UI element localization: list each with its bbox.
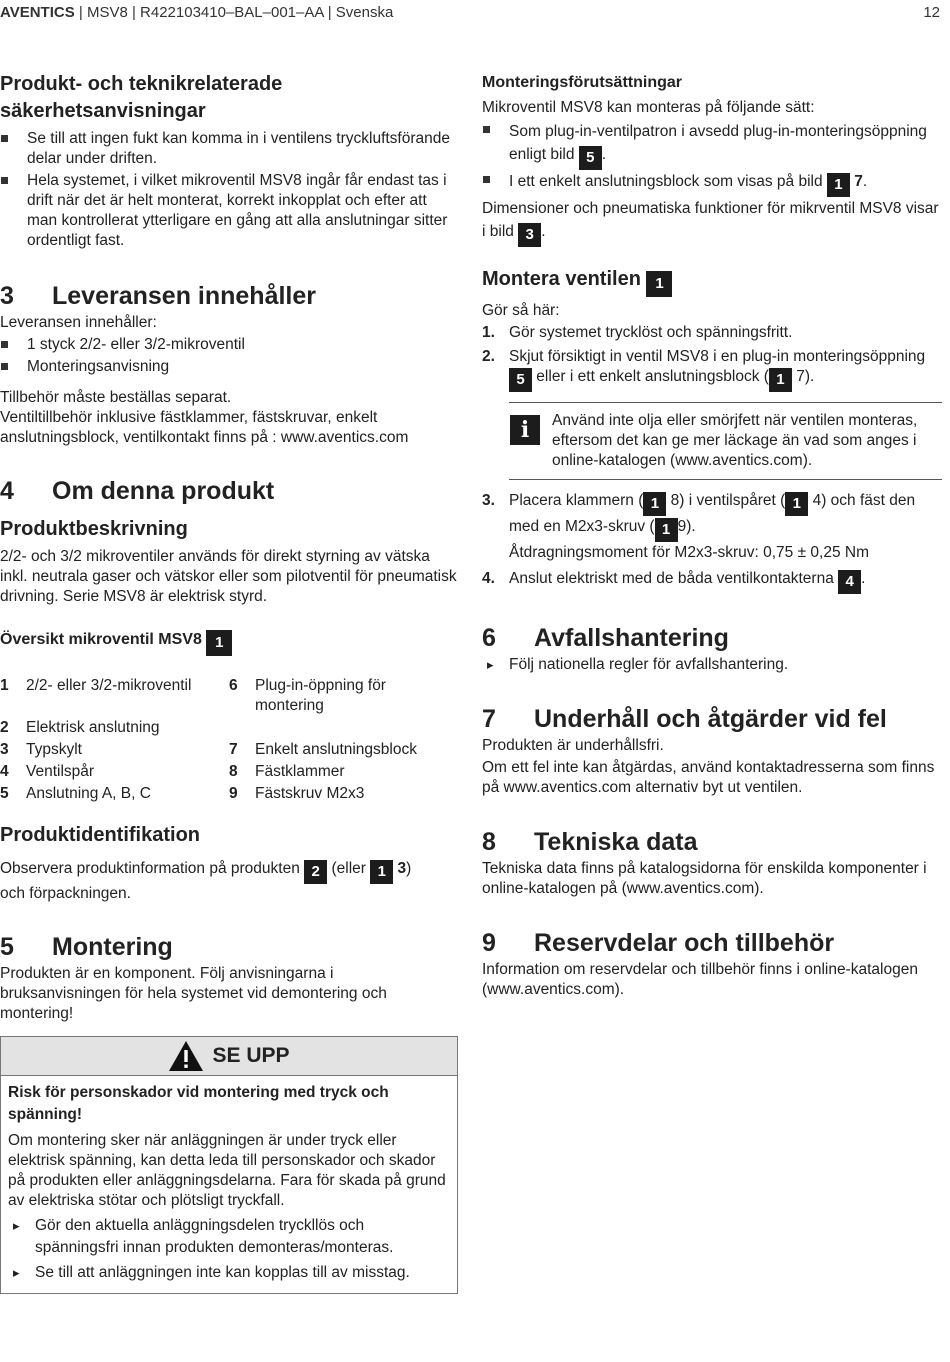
s3-intro: Leveransen innehåller: bbox=[0, 314, 157, 331]
product-description-text: 2/2- och 3/2 mikroventiler används för direkt styrning av vätska inkl. neutrala gaser och vätskor eller som pilotventil för pneumatisk drivning. Serie MSV8 är elektrisk styrd. bbox=[0, 548, 457, 605]
safety-heading: Produkt- och teknikrelaterade säkerhetsanvisningar bbox=[0, 73, 283, 122]
right-column bbox=[482, 70, 942, 1000]
list-item: 1 styck 2/2- eller 3/2-mikroventil bbox=[0, 335, 458, 355]
figure-ref: 1 bbox=[769, 368, 792, 392]
s5-text: Produkten är en komponent. Följ anvisningarna i bruksanvisningen för hela systemet vid demontering och montering! bbox=[0, 965, 387, 1022]
delivery-list bbox=[0, 335, 458, 377]
mount-heading: Montera ventilen 1 bbox=[482, 266, 942, 297]
step-2: 2. Skjut försiktigt in ventil MSV8 i en plug-in monteringsöppning 5 eller i ett enkelt anslutningsblock ( 1 7). bbox=[482, 347, 942, 392]
figure-ref: 5 bbox=[509, 368, 532, 392]
warning-label: SE UPP bbox=[212, 1044, 290, 1067]
figure-ref: 5 bbox=[579, 146, 602, 170]
list-item: Som plug-in-ventilpatron i avsedd plug-in-monteringsöppning enligt bild 5 . bbox=[482, 120, 942, 170]
section-3-heading: 3 Leveransen innehåller bbox=[0, 282, 317, 310]
step-4: 4. Anslut elektriskt med de båda ventilkontakterna 4 . bbox=[482, 568, 942, 594]
section-8-heading: 8 Tekniska data bbox=[482, 828, 698, 856]
figure-ref: 1 bbox=[646, 271, 672, 297]
warning-triangle-icon bbox=[168, 1040, 204, 1072]
section-9-heading: 9 Reservdelar och tillbehör bbox=[482, 929, 835, 957]
step-3: 3. Placera klammern ( 1 8) i ventilspåret ( 1 4) och fäst den med en M2x3-skruv ( 1 9). Åtdragningsmoment för M2x3-skruv: 0,75 ± 0,25 Nm bbox=[482, 492, 916, 561]
step-1: 1. Gör systemet trycklöst och spänningsfritt. bbox=[482, 324, 793, 341]
product-id-heading: Produktidentifikation bbox=[0, 824, 200, 846]
header-doc-info: | MSV8 | R422103410–BAL–001–AA | Svenska bbox=[74, 4, 394, 21]
list-item: ▸ Följ nationella regler för avfallshantering. bbox=[482, 655, 942, 675]
mount-req-intro: Mikroventil MSV8 kan monteras på följande sätt: bbox=[482, 99, 815, 116]
figure-ref: 1 bbox=[370, 860, 393, 884]
s3-para-2: Ventiltillbehör inklusive fästklammer, fästskruvar, enkelt anslutningsblock, ventilkontakt finns på : www.aventics.com bbox=[0, 409, 409, 446]
list-item: Hela systemet, i vilket mikroventil MSV8 ingår får endast tas i drift när det är helt monterat, korrekt inkopplat och efter att man kontrollerat ytterligare en gång att alla anslutningar sitter ordentligt fast. bbox=[0, 171, 458, 251]
section-5-heading: 5 Montering bbox=[0, 933, 173, 961]
figure-ref: 1 bbox=[655, 518, 678, 542]
list-item: ▸ Se till att anläggningen inte kan kopplas till av misstag. bbox=[8, 1263, 450, 1283]
warning-box bbox=[0, 1036, 458, 1294]
list-item: ▸ Gör den aktuella anläggningsdelen tryckllös och spänningsfri innan produkten demonteras/monteras. bbox=[8, 1215, 450, 1259]
figure-ref: 4 bbox=[838, 570, 861, 594]
overview-heading: Översikt mikroventil MSV8 1 bbox=[0, 629, 458, 656]
product-id-text: Observera produktinformation på produkten 2 (eller 1 3) och förpackningen. bbox=[0, 860, 412, 902]
mount-req-heading: Monteringsförutsättningar bbox=[482, 74, 682, 91]
figure-ref: 2 bbox=[304, 860, 327, 884]
mount-steps bbox=[482, 323, 942, 392]
s7-para-2: Om ett fel inte kan åtgärdas, använd kontaktadresserna som finns på www.aventics.com alternativ byt ut ventilen. bbox=[482, 759, 935, 796]
overview-legend: 1 2/2- eller 3/2-mikroventil 6 Plug-in-öppning för montering 2 Elektrisk anslutning 3 Typskylt 7 Enkelt anslutningsblock 4 Ventilspår 8 Fästklammer 5 Anslutning A, B, C 9 Fästskruv M2x3 bbox=[0, 677, 417, 802]
disposal-list bbox=[482, 655, 942, 675]
info-icon: i bbox=[510, 415, 540, 445]
figure-ref: 1 bbox=[643, 492, 666, 516]
warning-title: Risk för personskador vid montering med tryck och spänning! bbox=[8, 1084, 389, 1123]
s9-text: Information om reservdelar och tillbehör finns i online-katalogen (www.aventics.com). bbox=[482, 961, 918, 998]
safety-list bbox=[0, 129, 458, 251]
list-item: I ett enkelt anslutningsblock som visas på bild 1 7. bbox=[482, 170, 942, 197]
s3-para-1: Tillbehör måste beställas separat. bbox=[0, 389, 232, 406]
figure-ref: 1 bbox=[206, 630, 232, 656]
s8-text: Tekniska data finns på katalogsidorna för enskilda komponenter i online-katalogen på (www.aventics.com). bbox=[482, 860, 927, 897]
warning-actions bbox=[8, 1215, 450, 1283]
section-6-heading: 6 Avfallshantering bbox=[482, 624, 729, 652]
section-7-heading: 7 Underhåll och åtgärder vid fel bbox=[482, 705, 887, 733]
mount-req-list bbox=[482, 120, 942, 197]
page-header bbox=[0, 3, 393, 23]
figure-ref: 3 bbox=[518, 223, 541, 247]
warning-text: Om montering sker när anläggningen är under tryck eller elektrisk spänning, kan detta leda till personskador och skador på produkten eller anläggningsdelarna. Fara för skada på grund av elektriska stötar och plötsligt tryckfall. bbox=[8, 1132, 446, 1209]
mount-steps-cont bbox=[482, 490, 942, 594]
brand-name: AVENTICS bbox=[0, 4, 75, 21]
info-note bbox=[509, 402, 942, 480]
left-column bbox=[0, 70, 458, 1294]
list-item: Se till att ingen fukt kan komma in i ventilens tryckluftsförande delar under driften. bbox=[0, 129, 458, 169]
mount-req-para: Dimensioner och pneumatiska funktioner för mikrventil MSV8 visar i bild 3 . bbox=[482, 197, 942, 247]
warning-header bbox=[1, 1037, 457, 1076]
s7-para-1: Produkten är underhållsfri. bbox=[482, 737, 664, 754]
figure-ref: 1 bbox=[827, 173, 850, 197]
section-4-heading: 4 Om denna produkt bbox=[0, 477, 275, 505]
figure-ref: 1 bbox=[785, 492, 808, 516]
mount-intro: Gör så här: bbox=[482, 302, 560, 319]
list-item: Monteringsanvisning bbox=[0, 357, 458, 377]
info-text: Använd inte olja eller smörjfett när ventilen monteras, eftersom det kan ge mer läckage än vad som anges i online-katalogen (www.aventics.com). bbox=[552, 412, 918, 469]
product-description-heading: Produktbeskrivning bbox=[0, 518, 188, 540]
page-number: 12 bbox=[923, 4, 940, 21]
